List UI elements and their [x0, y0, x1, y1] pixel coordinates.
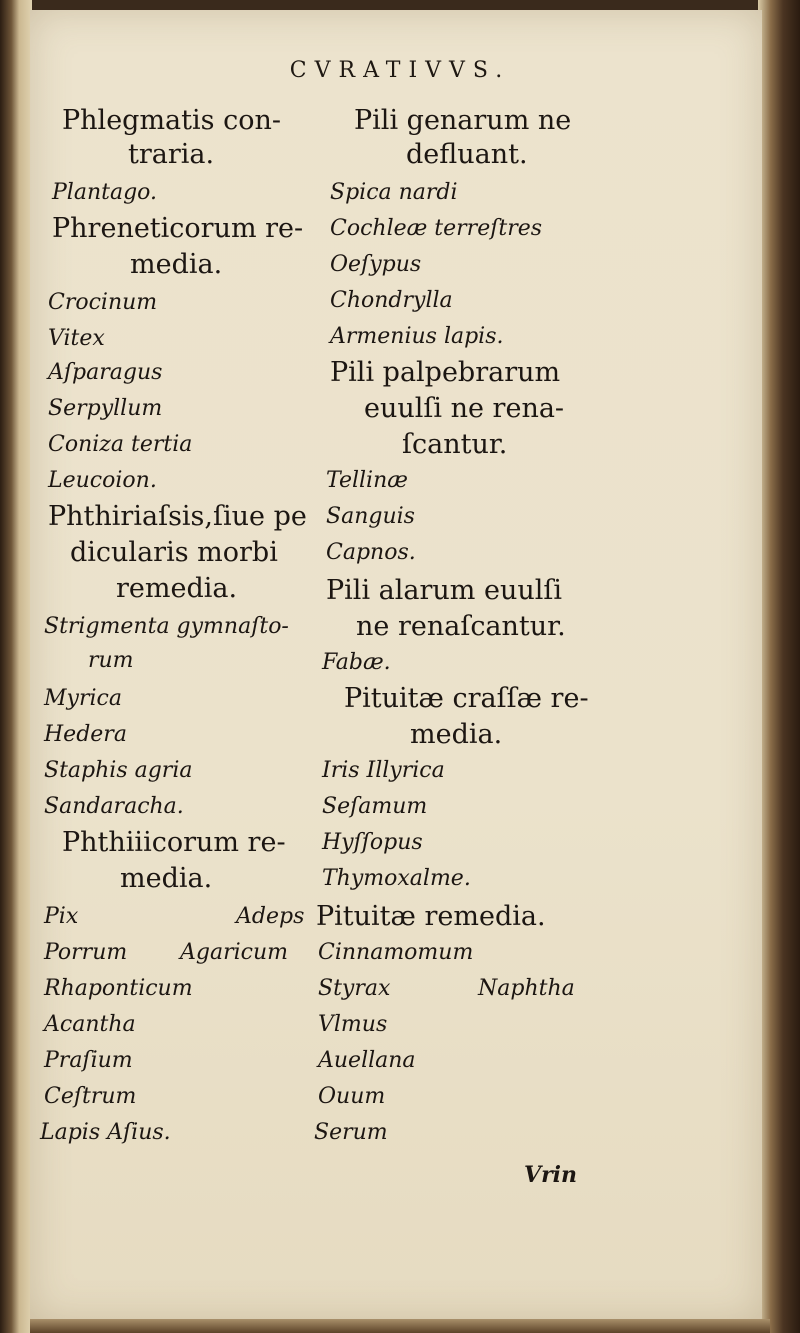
left-line: Pix [44, 904, 79, 929]
left-line: Rhaponticum [44, 976, 193, 1001]
left-line: Plantago. [52, 180, 158, 205]
right-line: Capnos. [326, 540, 416, 565]
left-line: Phthiriaſsis,ſiue pe [48, 501, 307, 532]
right-line: Hyſſopus [322, 830, 423, 855]
right-line: Pili palpebrarum [330, 357, 561, 388]
right-line: Spica nardi [330, 180, 458, 205]
left-line: traria. [128, 139, 215, 170]
left-line: Vitex [48, 326, 105, 351]
left-line: remedia. [116, 573, 238, 604]
right-line: Auellana [318, 1048, 416, 1073]
left-line: Porrum [44, 940, 128, 965]
right-line: Ouum [318, 1084, 386, 1109]
left-line: dicularis morbi [70, 537, 278, 568]
left-line: Staphis agria [44, 758, 193, 783]
running-head: CVRATIVVS. [289, 58, 511, 83]
right-line: euulſi ne rena- [364, 393, 565, 424]
book-fore-edge [758, 0, 800, 1333]
right-line: Seſamum [322, 794, 428, 819]
left-line: Phreneticorum re- [52, 213, 304, 244]
right-line: Pituitæ craſſæ re- [344, 683, 589, 714]
right-line: Styrax [318, 976, 391, 1001]
right-line: Cinnamomum [318, 940, 474, 965]
left-line: Strigmenta gymnaſto- [44, 614, 289, 639]
right-line: defluant. [406, 139, 528, 170]
right-line: Chondrylla [330, 288, 453, 313]
right-line: media. [410, 719, 503, 750]
right-line: Vlmus [318, 1012, 388, 1037]
left-line: Phlegmatis con- [62, 105, 281, 136]
right-line-right-word: Naphtha [478, 976, 575, 1001]
right-line: Thymoxalme. [322, 866, 471, 891]
right-line: ne renaſcantur. [356, 611, 566, 642]
left-line: Praſium [44, 1048, 133, 1073]
left-line: media. [130, 249, 223, 280]
right-line: Serum [314, 1120, 388, 1145]
right-line: Iris Illyrica [322, 758, 445, 783]
right-line: Fabæ. [322, 650, 391, 675]
left-line: Serpyllum [48, 396, 163, 421]
left-line: Coniza tertia [48, 432, 193, 457]
right-line: Pili genarum ne [354, 105, 572, 136]
left-line: Ceſtrum [44, 1084, 137, 1109]
left-line: rum [88, 648, 134, 673]
left-page-edge [0, 0, 32, 1333]
right-line: ſcantur. [402, 429, 508, 460]
left-line: Crocinum [48, 290, 158, 315]
right-line: Pili alarum euulſi [326, 575, 562, 606]
left-line: Leucoion. [48, 468, 157, 493]
left-line: Aſparagus [48, 360, 163, 385]
right-line: Armenius lapis. [330, 324, 504, 349]
left-line: Hedera [44, 722, 127, 747]
right-line: Pituitæ remedia. [316, 901, 546, 932]
right-line: Tellinæ [326, 468, 408, 493]
left-line: media. [120, 863, 213, 894]
left-line: Myrica [44, 686, 122, 711]
catchword: Vrin [524, 1162, 578, 1188]
page-bottom-edge [30, 1319, 770, 1333]
right-line: Sanguis [326, 504, 415, 529]
right-line: Cochleæ terreſtres [330, 216, 543, 241]
left-line: Sandaracha. [44, 794, 184, 819]
left-line: Lapis Aſius. [40, 1120, 171, 1145]
left-line-right-word: Agaricum [180, 940, 288, 965]
right-line: Oeſypus [330, 252, 422, 277]
left-line-right-word: Adeps [236, 904, 305, 929]
left-line: Acantha [44, 1012, 136, 1037]
left-line: Phthiiicorum re- [62, 827, 286, 858]
